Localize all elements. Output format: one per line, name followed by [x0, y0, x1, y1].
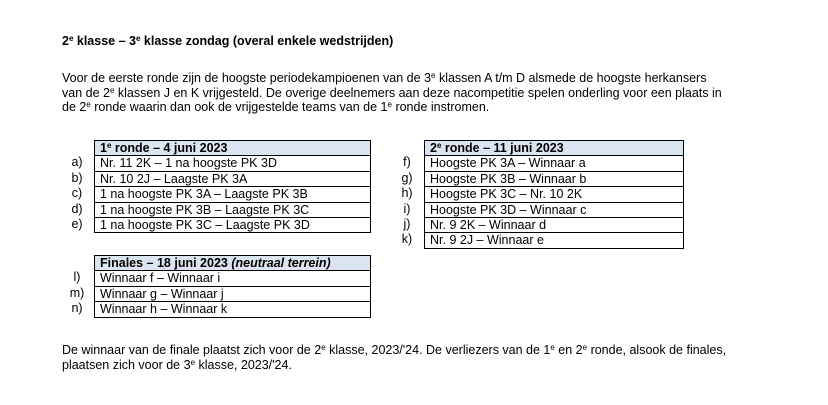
- row-label: b): [71, 170, 83, 185]
- row-label: j): [403, 216, 411, 231]
- round2-labels: [392, 140, 422, 248]
- finals-labels: [62, 255, 92, 317]
- finals-table: [94, 255, 371, 318]
- row-label: h): [401, 186, 413, 201]
- round2-block: [392, 140, 692, 255]
- intro-line-3: de 2e ronde waarin dan ook de vrijgestelde teams van de 1e ronde instromen.: [62, 100, 490, 115]
- match-cell: 1 na hoogste PK 3A – Laagste PK 3B: [95, 187, 371, 202]
- match-cell: 1 na hoogste PK 3C – Laagste PK 3D: [95, 218, 371, 233]
- match-cell: Hoogste PK 3B – Winnaar b: [425, 171, 684, 186]
- match-cell: Nr. 10 2J – Laagste PK 3A: [95, 171, 371, 186]
- match-cell: Winnaar h – Winnaar k: [95, 302, 371, 317]
- match-cell: Nr. 11 2K – 1 na hoogste PK 3D: [95, 156, 371, 171]
- round2-table: [424, 140, 684, 249]
- row-label: f): [403, 155, 411, 170]
- intro-line-1: Voor de eerste ronde zijn de hoogste periodekampioenen van de 3e klassen A t/m D alsmede de hoogste herkansers: [62, 71, 707, 85]
- round1-table: [94, 140, 371, 233]
- row-label: l): [73, 270, 81, 285]
- match-cell: Winnaar f – Winnaar i: [95, 271, 371, 286]
- row-label: a): [71, 155, 83, 170]
- match-cell: 1 na hoogste PK 3B – Laagste PK 3C: [95, 202, 371, 217]
- row-label: i): [403, 201, 411, 216]
- match-cell: Hoogste PK 3C – Nr. 10 2K: [425, 187, 684, 202]
- match-cell: Hoogste PK 3D – Winnaar c: [425, 202, 684, 217]
- finals-header: Finales – 18 juni 2023 (neutraal terrein): [95, 256, 371, 271]
- intro-paragraph: [62, 71, 772, 115]
- page-title: 2e klasse – 3e klasse zondag (overal enkele wedstrijden): [62, 34, 394, 48]
- round1-block: [62, 140, 382, 240]
- match-cell: Winnaar g – Winnaar j: [95, 286, 371, 301]
- intro-line-2: van de 2e klassen J en K vrijgesteld. De overige deelnemers aan deze nacompetitie spelen onderling voor een plaats in: [62, 85, 722, 100]
- row-label: m): [69, 285, 85, 300]
- neutral-venue-note: (neutraal terrein): [231, 256, 331, 270]
- row-label: e): [71, 216, 83, 231]
- round1-labels: [62, 140, 92, 232]
- outro-line-1: De winnaar van de finale plaatst zich voor de 2e klasse, 2023/'24. De verliezers van de 1e en 2e ronde, alsook de finales,: [62, 343, 727, 357]
- match-cell: Nr. 9 2J – Winnaar e: [425, 233, 684, 248]
- match-cell: Nr. 9 2K – Winnaar d: [425, 218, 684, 233]
- round1-header: 1e ronde – 4 juni 2023: [95, 141, 371, 156]
- outro-line-2: plaatsen zich voor de 3e klasse, 2023/'24.: [62, 357, 292, 372]
- round2-header: 2e ronde – 11 juni 2023: [425, 141, 684, 156]
- match-cell: Hoogste PK 3A – Winnaar a: [425, 156, 684, 171]
- row-label: d): [71, 201, 83, 216]
- row-label: g): [401, 170, 413, 185]
- row-label: c): [71, 186, 83, 201]
- row-label: n): [71, 301, 83, 316]
- finals-block: [62, 255, 382, 325]
- outro-paragraph: [62, 343, 777, 372]
- row-label: k): [401, 232, 413, 247]
